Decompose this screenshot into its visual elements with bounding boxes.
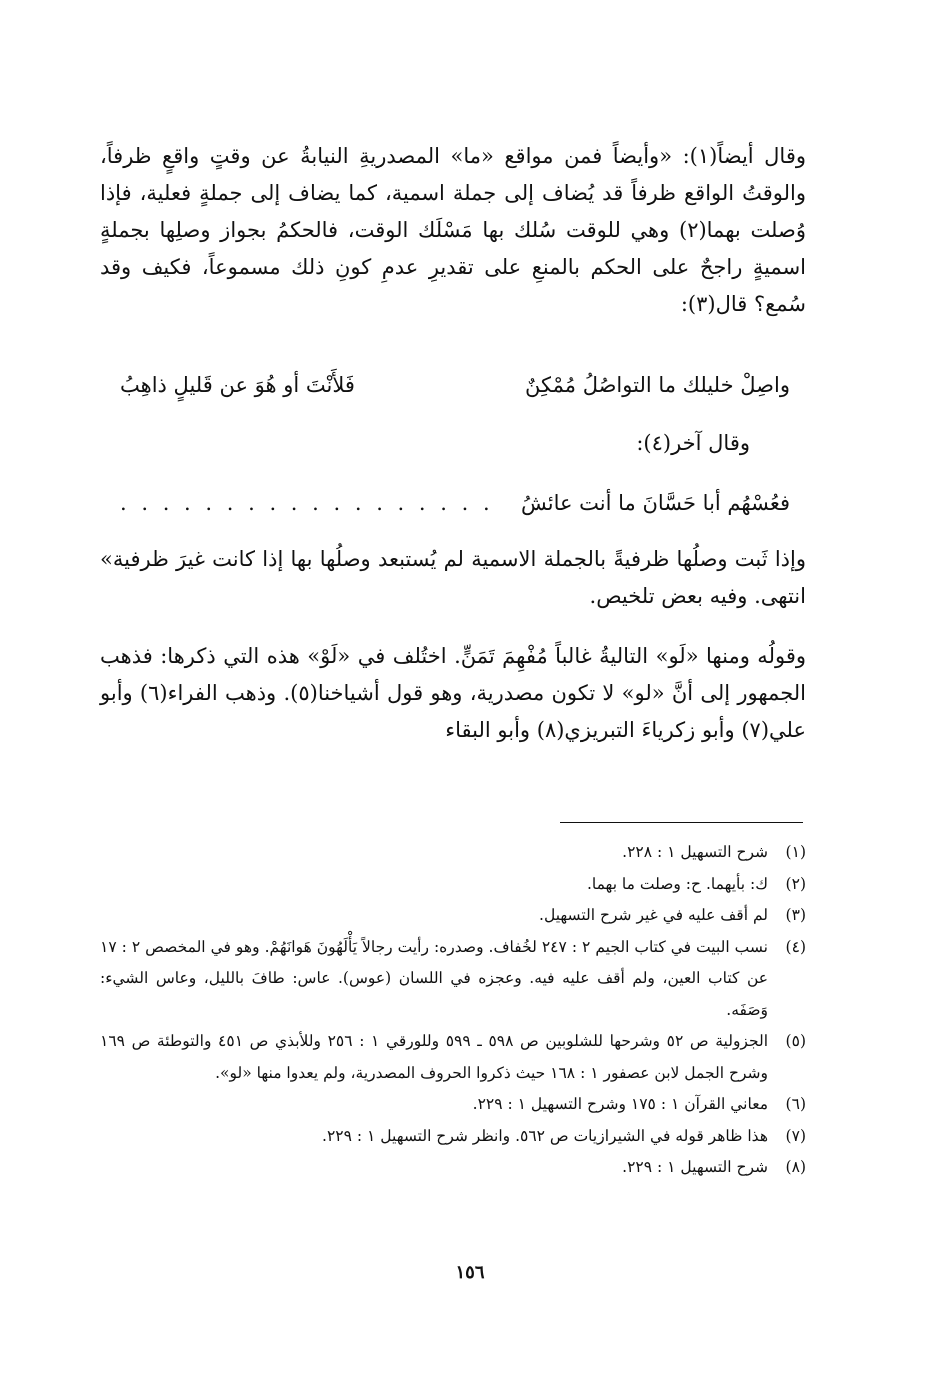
footnote-3 — [100, 900, 806, 932]
footnote-number: (٥) — [785, 1032, 806, 1050]
footnote-text: ك: بأيهما. ح: وصلت ما بهما. — [586, 874, 768, 893]
verse-1 — [120, 367, 790, 404]
page-number: ١٥٦ — [455, 1262, 485, 1283]
footnote-5 — [100, 1026, 806, 1089]
footnote-number: (٢) — [785, 874, 806, 893]
footnote-separator — [560, 822, 803, 823]
footnote-number: (١) — [785, 843, 806, 861]
footnote-text: شرح التسهيل ١ : ٢٢٨. — [622, 843, 768, 861]
footnotes — [100, 837, 806, 1184]
footnote-number: (٣) — [785, 906, 806, 924]
footnote-text: لم أقف عليه في غير شرح التسهيل. — [539, 906, 768, 924]
paragraph-1: وقال أيضاً(١): «وأيضاً فمن مواقع «ما» المصدريةِ النيابةُ عن وقتٍ واقعٍ ظرفاً، والوقتُ الواقع ظرفاً قد يُضاف إلى جملة اسمية، كما يضاف إلى جملةٍ فعلية، فإذا وُصلت بهما(٢) وهي للوقت سُلك بها مَسْلَك الوقت، فالحكمُ بجواز وصلِها بجملةٍ اسميةٍ راجحٌ على الحكم بالمنعِ على تقديرِ عدمِ كونِ ذلك مسموعاً، فكيف وقد سُمع؟ قال(٣): — [100, 144, 806, 316]
verse-1-second-hemistich: فَلأَنْتَ أو هُوَ عن قَليلٍ ذاهِبُ — [120, 373, 355, 397]
footnote-text: نسب البيت في كتاب الجيم ٢ : ٢٤٧ لخُفاف. وصدره: رأيت رجالاً يَأْلَهُونَ هَوانَهُمْ. وهو في المخصص ٢ : ١٧ عن كتاب العين، ولم أقف عليه فيه. وعجزه في اللسان (عوس). عاس: طافَ بالليل، وعاس الشيء: وَصَفَه. — [100, 937, 768, 1019]
footnote-8 — [100, 1152, 806, 1184]
footnote-6 — [100, 1089, 806, 1121]
footnote-7 — [100, 1121, 806, 1153]
verse-2-elided-hemistich: . . . . . . . . . . . . . . . . . . — [120, 491, 494, 515]
paragraph-3: وقولُه ومنها «لَو» التاليةُ غالباً مُفْهِمَ تَمَنٍّ. اختُلف في «لَوْ» هذه التي ذكرها: فذهب الجمهور إلى أنَّ «لو» لا تكون مصدرية، وهو قول أشياخنا(٥). وذهب الفراء(٦) وأبو علي(٧) وأبو زكرياءَ التبريزي(٨) وأبو البقاء — [100, 644, 806, 742]
footnote-4 — [100, 932, 806, 1027]
footnote-text: شرح التسهيل ١ : ٢٢٩. — [622, 1158, 768, 1176]
verse-intro: وقال آخر(٤): — [636, 431, 750, 455]
paragraph-2: وإذا ثَبت وصلُها ظرفيةً بالجملة الاسمية لم يُستبعد وصلُها بها إذا كانت غيرَ ظرفية» انتهى. وفيه بعض تلخيص. — [100, 547, 806, 608]
footnote-text: الجزولية ص ٥٢ وشرحها للشلوبين ص ٥٩٨ ـ ٥٩٩ وللورقي ١ : ٢٥٦ وللأبذي ص ٤٥١ والتوطئة ص ١٦٩ وشرح الجمل لابن عصفور ١ : ١٦٨ حيث ذكروا الحروف المصدرية، ولم يعدوا منها «لو». — [100, 1032, 769, 1082]
footnote-1 — [100, 837, 806, 869]
footnote-2 — [100, 869, 806, 901]
footnote-text: هذا ظاهر قوله في الشيرازيات ص ٥٦٢. وانظر شرح التسهيل ١ : ٢٢٩. — [322, 1126, 768, 1145]
verse-2 — [120, 485, 790, 522]
footnote-number: (٦) — [785, 1095, 806, 1113]
footnote-number: (٨) — [785, 1158, 806, 1176]
verse-2-first-hemistich: فعُسْهُم أبا حَسَّانَ ما أنت عائشُ — [520, 491, 790, 515]
footnote-number: (٧) — [785, 1126, 806, 1145]
footnote-text: معاني القرآن ١ : ١٧٥ وشرح التسهيل ١ : ٢٢٩. — [472, 1095, 768, 1113]
footnote-number: (٤) — [785, 937, 806, 956]
verse-1-first-hemistich: واصِلْ خليلك ما التواصُلُ مُمْكِنٌ — [525, 373, 790, 397]
